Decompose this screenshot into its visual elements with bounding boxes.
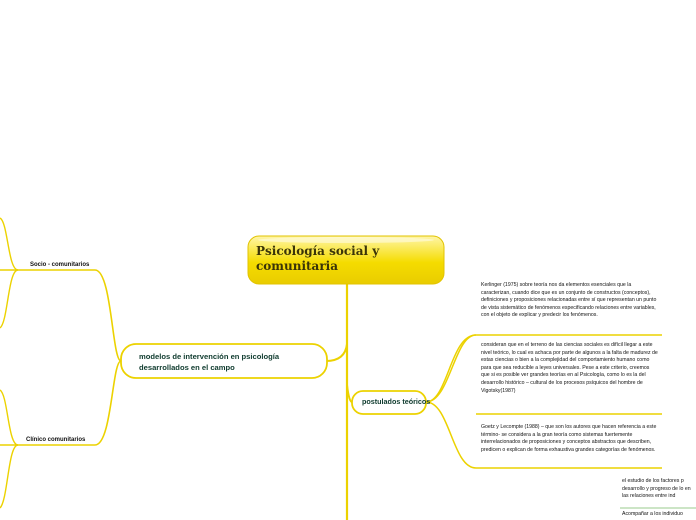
clinico-child-curve-down bbox=[0, 445, 18, 508]
root-node-highlight bbox=[258, 237, 434, 243]
left-main-branch-label: modelos de intervención en psicología desarrollados en el campo bbox=[139, 352, 280, 372]
connector-left-main bbox=[326, 344, 347, 361]
socio-comunitarios-label[interactable]: Socio - comunitarios bbox=[30, 262, 90, 268]
socio-child-curve-up bbox=[0, 218, 18, 270]
connector-to-note-3 bbox=[426, 402, 476, 468]
connector-to-clinico bbox=[95, 361, 121, 445]
clinico-child-curve-up bbox=[0, 390, 18, 445]
note-goetz-lecompte: Goetz y Lecompte (1988) – que son los autores que hacen referencia a este término- se considera a la gran teoría como sistemas fuertemente interrelacionados de proposiciones y conceptos abstractos que describen, predicen o explican de forma exhaustiva grandes categorías de fenómenos. bbox=[481, 424, 657, 453]
root-title: Psicología social y comunitaria bbox=[256, 244, 380, 273]
socio-child-curve-down bbox=[0, 270, 18, 328]
note-estudio-factores: el estudio de los factores p desarrollo y progreso de lo en las relaciones entre ind bbox=[622, 478, 691, 500]
right-branch-label: postulados teóricos bbox=[362, 397, 431, 406]
clinico-comunitarios-label[interactable]: Clínico comunitarios bbox=[26, 437, 86, 443]
note-kerlinger: Kerlinger (1975) sobre teoría nos da elementos esenciales que la caracterizan, cuando dice que es un conjunto de constructos (conceptos), definiciones y proposiciones relacionadas entre sí que representan un punto de vista sistemático de fenómenos especificando relaciones entre variables, con el objeto de explicar y predecir los fenómenos. bbox=[481, 282, 657, 319]
note-acompanar: Acompañar a los individuo bbox=[622, 511, 683, 517]
note-ciencias-sociales: consideran que en el terreno de las ciencias sociales es difícil llegar a este nivel teórico, lo cual es achaca por parte de algunos a la falta de madurez de estas ciencias o bien a la complejidad del comportamiento humano como para que sea reducible a leyes universales. Pese a este criterio, creemos que si es posible ver grandes teorías en al Psicología, como lo es la del desarrollo histórico – cultural de los procesos psíquicos del hombre de Vigotsky(1987) bbox=[481, 342, 658, 394]
connector-to-socio bbox=[95, 270, 121, 361]
connector-to-note-2 bbox=[426, 335, 476, 402]
